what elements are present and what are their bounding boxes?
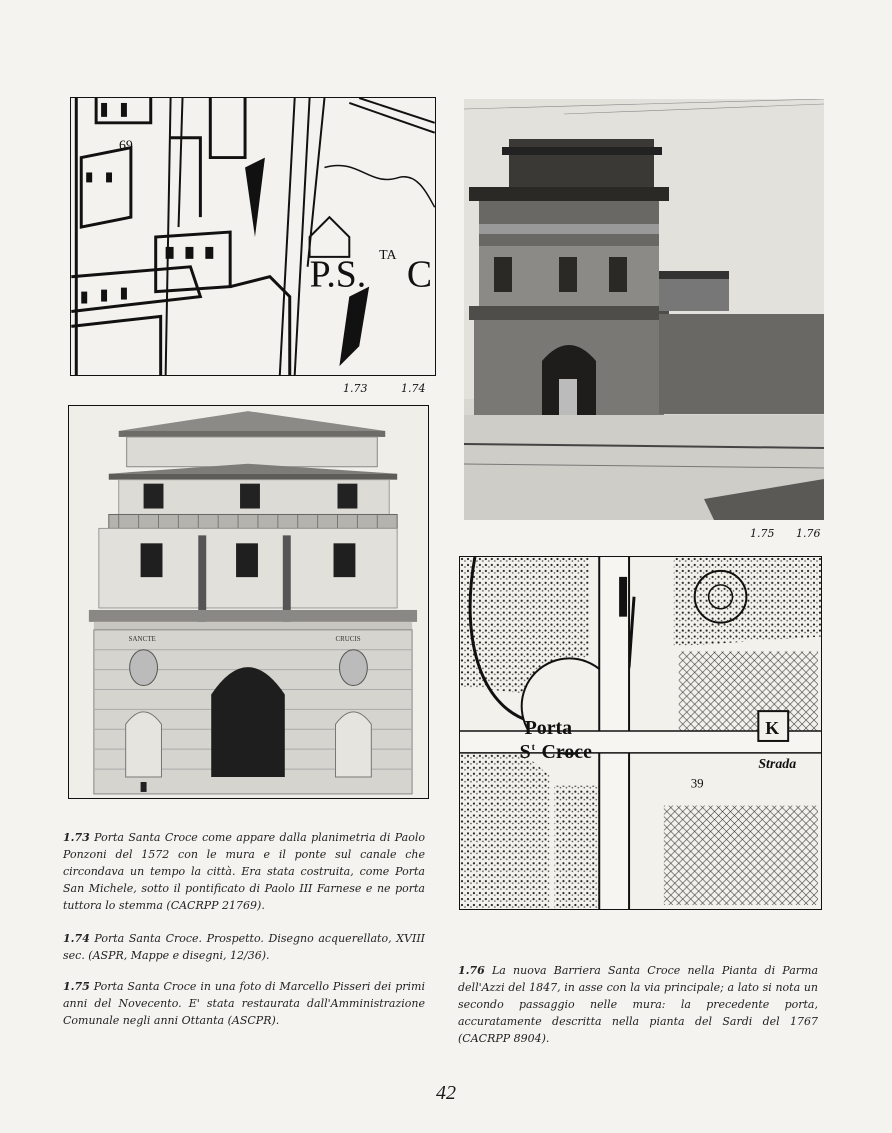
map-label-ps-sup: TA: [379, 247, 397, 263]
map-1572-drawing: [71, 98, 435, 375]
label-1-76: 1.76: [796, 527, 821, 540]
figure-1-73-map: [70, 97, 436, 376]
label-1-73: 1.73: [343, 382, 368, 395]
caption-number: 1.75: [63, 980, 90, 993]
map-label-39: 39: [690, 775, 704, 791]
caption-number: 1.73: [63, 831, 90, 844]
map-label-s: S: [519, 740, 531, 763]
figure-1-76-map: [459, 556, 822, 910]
inscription-left: SANCTE: [128, 634, 156, 643]
map-label-porta: Porta: [524, 716, 573, 739]
inscription-right: CRUCIS: [335, 634, 361, 643]
caption-1-76: [458, 962, 818, 1047]
caption-text: La nuova Barriera Santa Croce nella Pianta di Parma dell'Azzi del 1847, in asse con la via principale; a lato si nota un secondo passaggio nelle mura: la precedente porta, accuratamente descritta nella pianta del Sardi del 1767 (CACRPP 8904).: [458, 964, 818, 1045]
label-1-74: 1.74: [401, 382, 426, 395]
map-label-k: K: [765, 717, 780, 738]
elevation-drawing: [69, 406, 428, 798]
caption-number: 1.74: [63, 932, 90, 945]
caption-1-73: [63, 829, 425, 914]
map-label-69: 69: [118, 138, 133, 154]
figure-1-74-elevation: [68, 405, 429, 799]
caption-number: 1.76: [458, 964, 485, 977]
map-label-s-sup: t: [531, 741, 535, 753]
caption-text: Porta Santa Croce. Prospetto. Disegno acquerellato, XVIII sec. (ASPR, Mappe e disegni, 12/36).: [63, 932, 426, 962]
caption-1-74: [63, 930, 425, 964]
map-1847-drawing: [460, 557, 821, 909]
caption-text: Porta Santa Croce in una foto di Marcello Pisseri dei primi anni del Novecento. E' stata restaurata dall'Amministrazione Comunale negli anni Ottanta (ASCPR).: [63, 980, 425, 1027]
map-label-croce: Croce: [541, 740, 592, 763]
page-number: 42: [436, 1082, 456, 1104]
map-label-ps: P.S.: [309, 253, 367, 296]
label-1-75: 1.75: [750, 527, 775, 540]
map-label-strada: Strada: [758, 756, 797, 772]
map-label-ps-tail: C: [406, 253, 433, 296]
caption-text: Porta Santa Croce come appare dalla planimetria di Paolo Ponzoni del 1572 con le mura e il ponte sul canale che circondava un tempo la città. Era stata costruita, come Porta San Michele, sotto il pontificato di Paolo III Farnese e ne porta tuttora lo stemma (CACRPP 21769).: [63, 831, 425, 912]
caption-1-75: [63, 978, 425, 1029]
photo-porta-santa-croce: [464, 99, 824, 520]
figure-1-75-photo: [464, 99, 824, 520]
